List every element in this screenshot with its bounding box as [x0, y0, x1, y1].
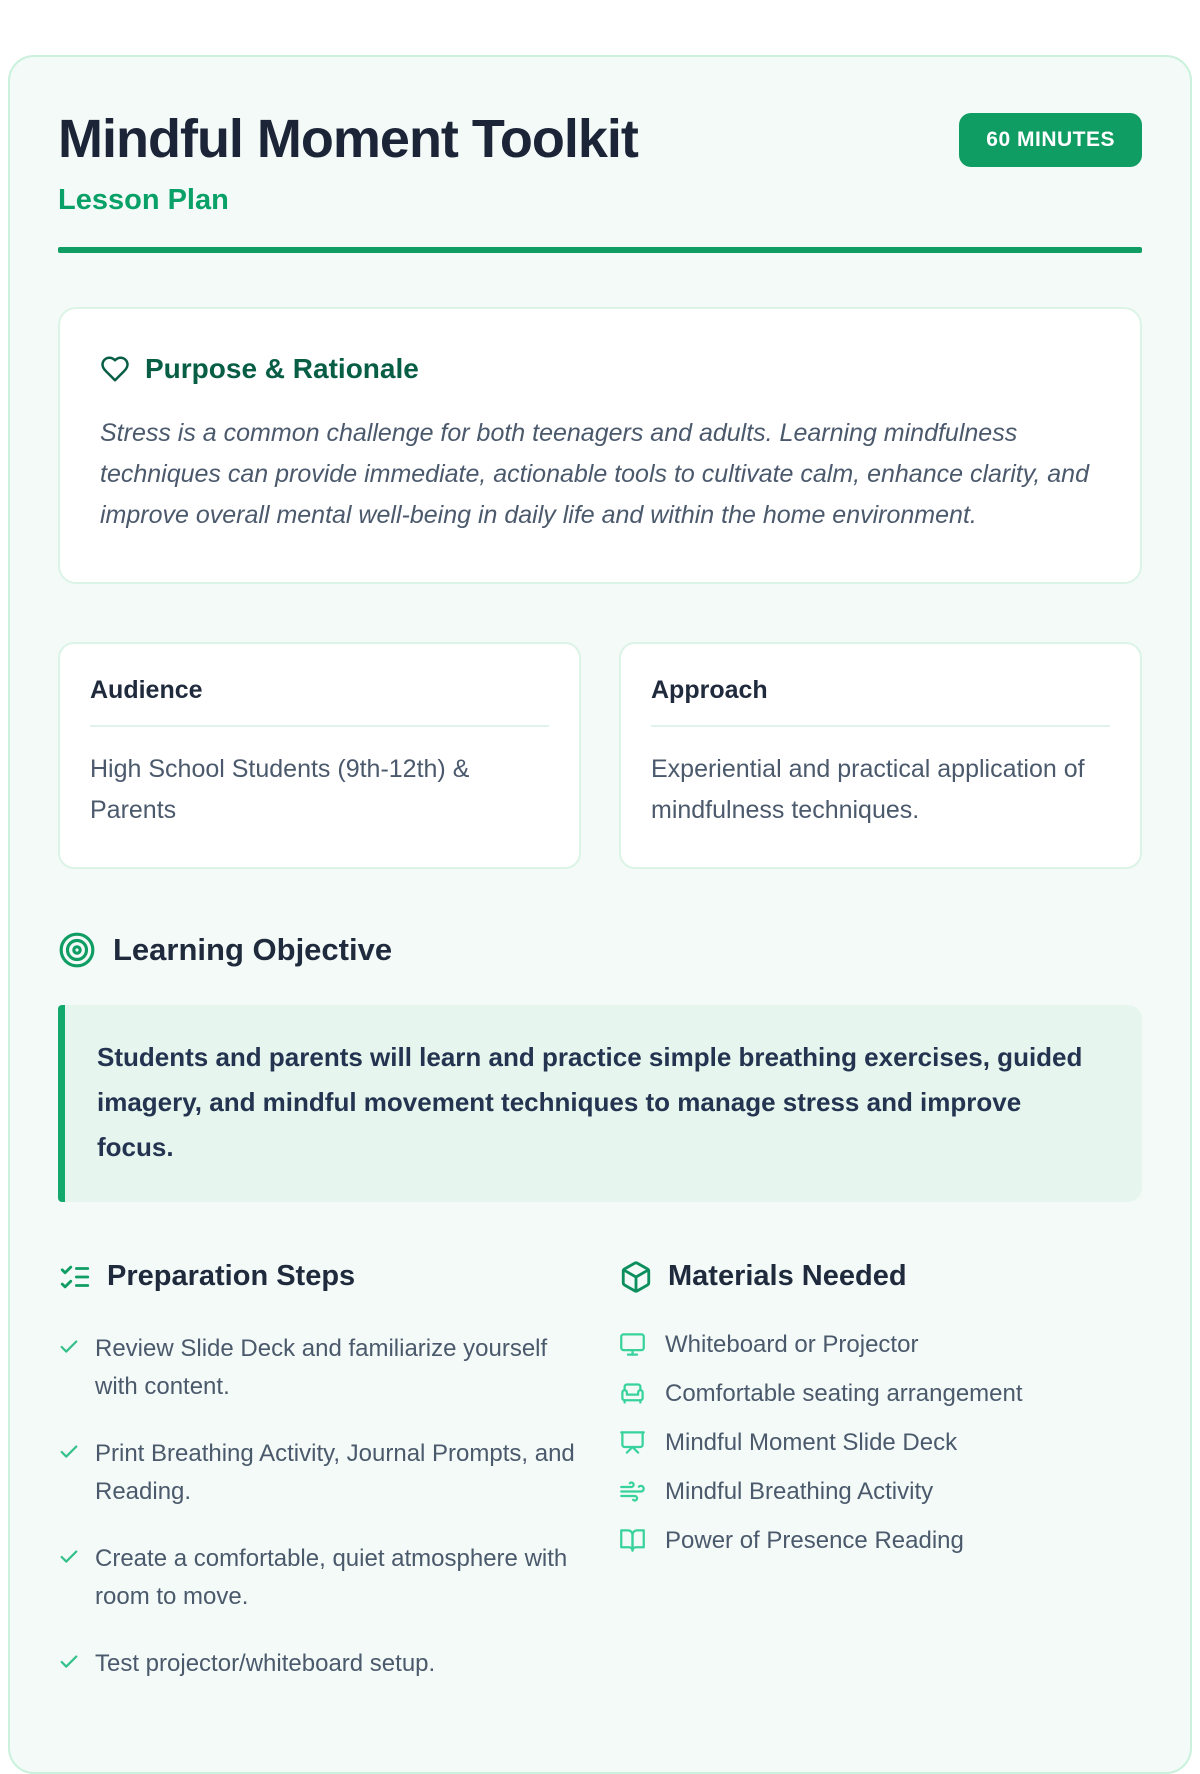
audience-card	[58, 642, 581, 869]
preparation-heading	[58, 1260, 581, 1294]
list-item	[619, 1477, 1142, 1507]
list-item	[619, 1428, 1142, 1458]
list-checks-icon	[58, 1260, 92, 1294]
audience-heading: Audience	[90, 675, 203, 704]
check-icon	[58, 1336, 80, 1358]
monitor-icon	[619, 1331, 646, 1358]
purpose-body: Stress is a common challenge for both teenagers and adults. Learning mindfulness techniques can provide immediate, actionable tools to cultivate calm, enhance clarity, and improve overall mental well-being in daily life and within the home environment.	[100, 418, 1089, 529]
list-item	[58, 1540, 581, 1616]
lesson-plan-card	[8, 55, 1192, 1774]
materials-heading	[619, 1260, 1142, 1294]
wind-icon	[619, 1478, 646, 1505]
material-item-label: Mindful Moment Slide Deck	[665, 1428, 958, 1456]
preparation-list	[58, 1330, 581, 1683]
approach-heading: Approach	[651, 675, 768, 704]
info-cards-row	[58, 642, 1142, 869]
audience-body: High School Students (9th-12th) & Parents	[90, 754, 470, 824]
header-divider	[58, 247, 1142, 253]
materials-heading-label: Materials Needed	[668, 1260, 907, 1293]
box-icon	[619, 1260, 653, 1294]
list-item	[619, 1379, 1142, 1409]
materials-column	[619, 1260, 1142, 1712]
prep-item-label: Create a comfortable, quiet atmosphere with room to move.	[95, 1544, 568, 1610]
check-icon	[58, 1546, 80, 1568]
purpose-section	[58, 307, 1142, 584]
list-item	[58, 1435, 581, 1511]
check-icon	[58, 1441, 80, 1463]
material-item-label: Mindful Breathing Activity	[665, 1477, 934, 1505]
material-item-label: Power of Presence Reading	[665, 1526, 964, 1554]
page-title: Mindful Moment Toolkit	[58, 109, 638, 169]
header-titles	[58, 111, 638, 217]
bottom-columns	[58, 1260, 1142, 1712]
prep-item-label: Print Breathing Activity, Journal Prompts, and Reading.	[95, 1439, 575, 1505]
heart-icon	[100, 354, 130, 384]
prep-item-label: Review Slide Deck and familiarize yourself with content.	[95, 1334, 548, 1400]
objective-heading-label: Learning Objective	[113, 931, 393, 967]
material-item-label: Comfortable seating arrangement	[665, 1379, 1023, 1407]
armchair-icon	[619, 1380, 646, 1407]
presentation-icon	[619, 1429, 646, 1456]
approach-card	[619, 642, 1142, 869]
approach-body: Experiential and practical application of mindfulness techniques.	[651, 754, 1085, 824]
target-icon	[58, 931, 96, 969]
objective-callout	[58, 1005, 1142, 1202]
materials-list	[619, 1330, 1142, 1556]
objective-heading	[58, 931, 1142, 969]
list-item	[619, 1526, 1142, 1556]
list-item	[58, 1645, 581, 1683]
approach-divider	[651, 725, 1110, 727]
check-icon	[58, 1651, 80, 1673]
duration-badge: 60 MINUTES	[959, 113, 1142, 167]
list-item	[58, 1330, 581, 1406]
objective-body: Students and parents will learn and practice simple breathing exercises, guided imagery, and mindful movement techniques to manage stress and improve focus.	[97, 1041, 1083, 1162]
audience-divider	[90, 725, 549, 727]
material-item-label: Whiteboard or Projector	[665, 1330, 919, 1358]
list-item	[619, 1330, 1142, 1360]
purpose-heading-label: Purpose & Rationale	[145, 352, 419, 384]
prep-item-label: Test projector/whiteboard setup.	[95, 1649, 436, 1677]
preparation-column	[58, 1260, 581, 1712]
preparation-heading-label: Preparation Steps	[107, 1260, 356, 1293]
purpose-heading	[100, 353, 1100, 385]
book-open-icon	[619, 1527, 646, 1554]
page-subtitle: Lesson Plan	[58, 183, 229, 216]
header	[58, 111, 1142, 217]
